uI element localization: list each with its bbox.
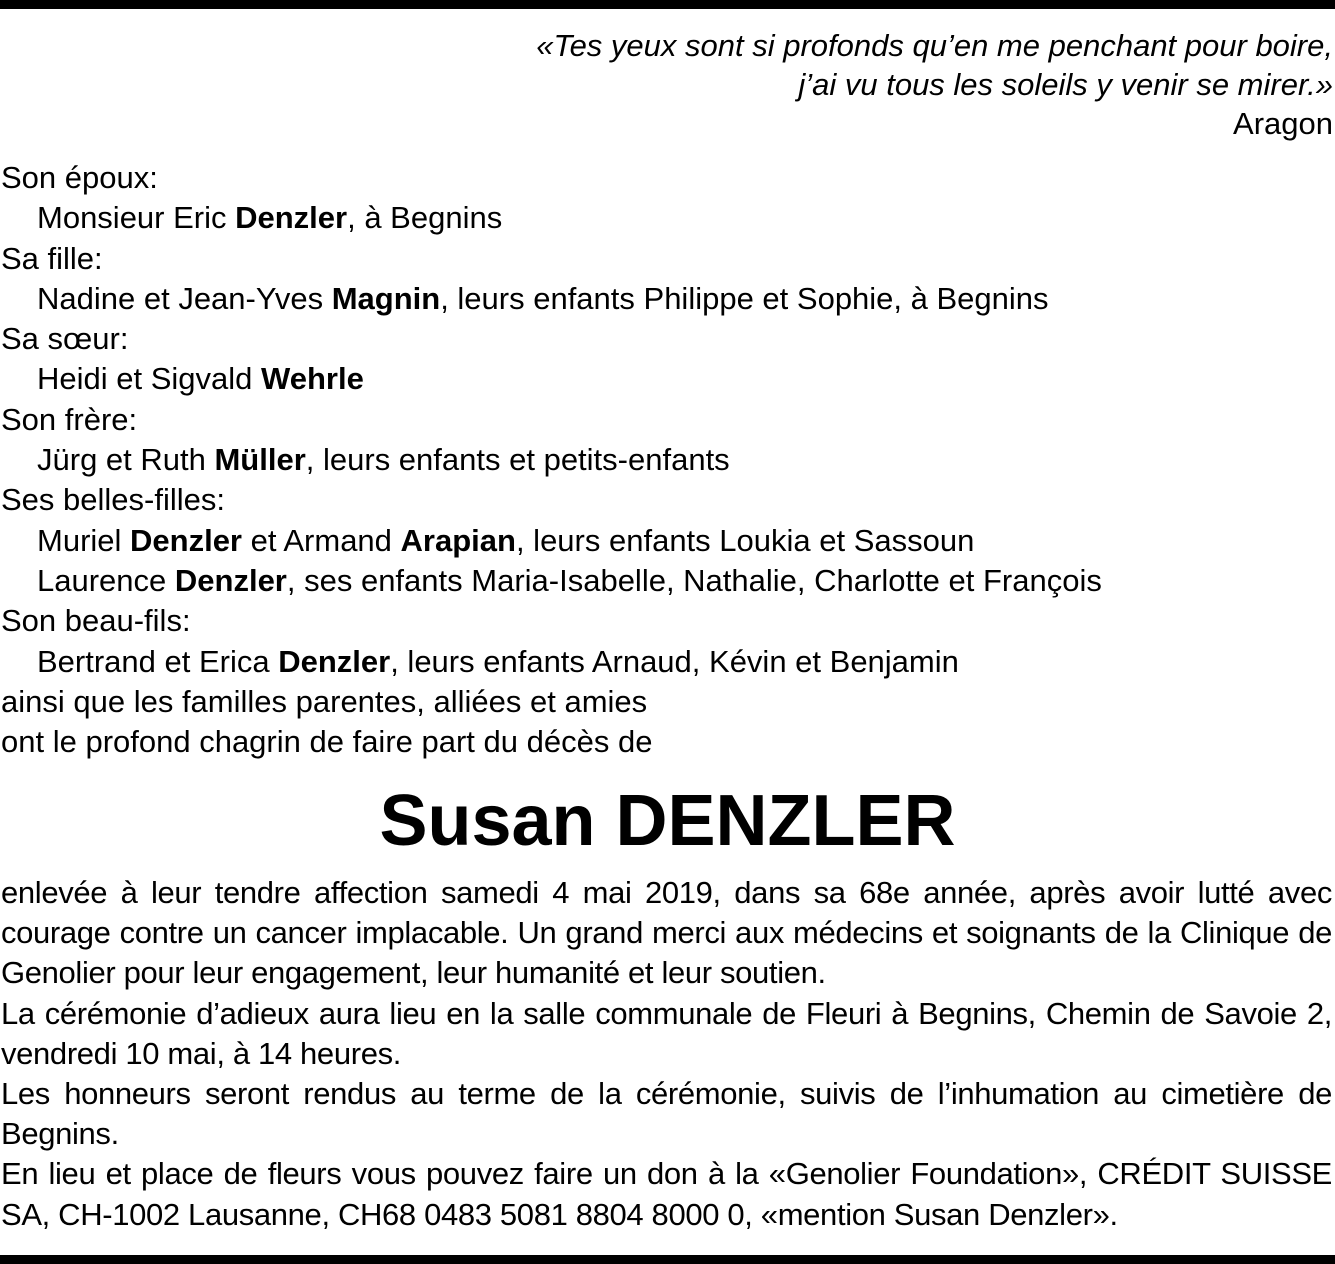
relation-label-daughters-in-law: Ses belles-filles: [1,482,225,518]
closing-line-1: ainsi que les familles parentes, alliées et amies [1,683,648,719]
relation-label-brother: Son frère: [1,401,138,437]
body-paragraph-1: enlevée à leur tendre affection samedi 4 mai 2019, dans sa 68e année, après avoir lutté avec courage contre un cancer implacable. Un grand merci aux médecins et soignants de la Clinique de Genolier pour leur engagement, leur humanité et leur soutien. [1,875,1332,991]
epigraph-quote [536,26,1333,143]
body-paragraph-3: Les honneurs seront rendus au terme de la cérémonie, suivis de l’inhumation au cimetière de Begnins. [1,1076,1332,1152]
relation-label-daughter: Sa fille: [1,240,103,276]
top-border-rule [0,0,1335,9]
obituary-body [1,873,1332,1235]
relation-label-son-in-law: Son beau-fils: [1,603,191,639]
quote-author: Aragon [1233,106,1333,141]
member-daughter-in-law-2: Laurence Denzler, ses enfants Maria-Isabelle, Nathalie, Charlotte et François [37,562,1102,598]
member-daughter: Nadine et Jean-Yves Magnin, leurs enfants Philippe et Sophie, à Begnins [37,280,1049,316]
member-spouse: Monsieur Eric Denzler, à Begnins [37,200,503,236]
quote-line-1: «Tes yeux sont si profonds qu’en me penchant pour boire, [536,28,1333,63]
family-list [1,158,1102,762]
closing-line-2: ont le profond chagrin de faire part du décès de [1,724,653,760]
quote-line-2: j’ai vu tous les soleils y venir se mirer.» [798,67,1333,102]
relation-label-sister: Sa sœur: [1,321,129,357]
bottom-border-rule [0,1255,1335,1264]
deceased-name-heading: Susan DENZLER [379,781,956,861]
member-brother: Jürg et Ruth Müller, leurs enfants et petits-enfants [37,442,730,478]
member-sister: Heidi et Sigvald Wehrle [37,361,364,397]
body-paragraph-4: En lieu et place de fleurs vous pouvez faire un don à la «Genolier Foundation», CRÉDIT SUISSE SA, CH-1002 Lausanne, CH68 0483 5081 8804 8000 0, «mention Susan Denzler». [1,1156,1332,1232]
member-son-in-law: Bertrand et Erica Denzler, leurs enfants Arnaud, Kévin et Benjamin [37,643,959,679]
relation-label-spouse: Son époux: [1,160,158,195]
member-daughter-in-law-1: Muriel Denzler et Armand Arapian, leurs enfants Loukia et Sassoun [37,522,975,558]
body-paragraph-2: La cérémonie d’adieux aura lieu en la salle communale de Fleuri à Begnins, Chemin de Savoie 2, vendredi 10 mai, à 14 heures. [1,995,1332,1071]
